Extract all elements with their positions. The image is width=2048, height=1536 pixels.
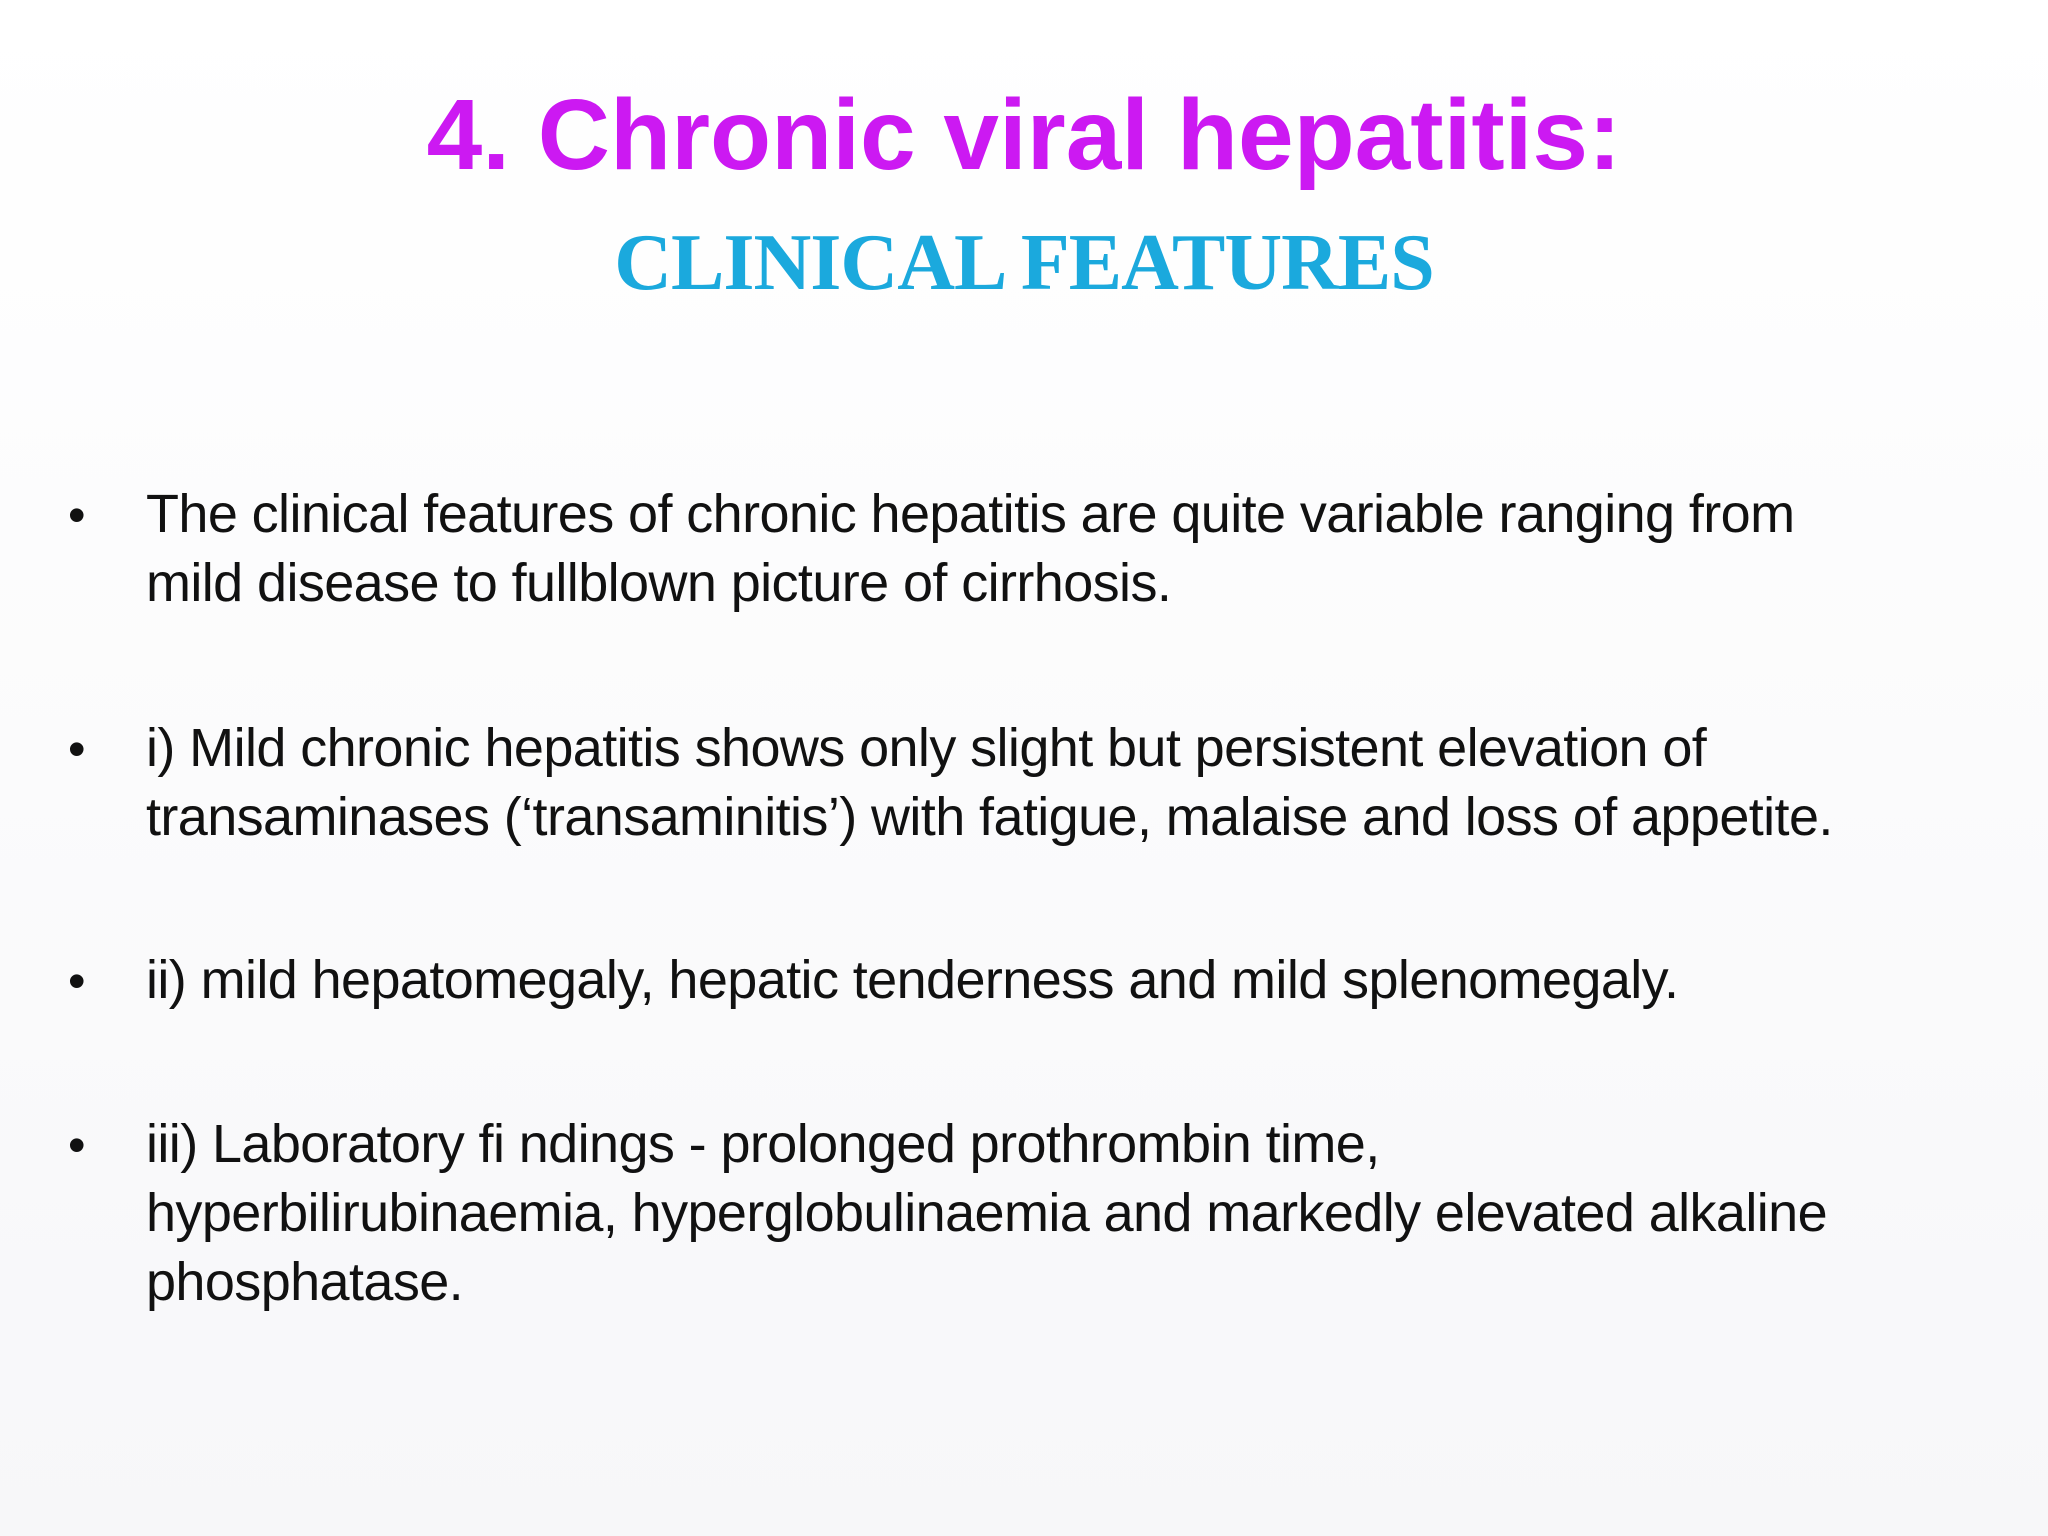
bullet-icon: • (68, 721, 86, 777)
bullet-icon: • (68, 1117, 86, 1173)
bullet-line: ii) mild hepatomegaly, hepatic tenderness and mild splenomegaly. (146, 950, 1679, 1010)
bullet-text (146, 480, 2026, 618)
bullet-line: transaminases (‘transaminitis’) with fatigue, malaise and loss of appetite. (146, 787, 1833, 847)
bullet-line: mild disease to fullblown picture of cirrhosis. (146, 553, 1172, 613)
bullet-text (146, 1110, 2026, 1317)
bullet-icon: • (68, 487, 86, 543)
bullet-line: The clinical features of chronic hepatitis are quite variable ranging from (146, 484, 1795, 544)
bullet-icon: • (68, 953, 86, 1009)
slide-title: 4. Chronic viral hepatitis: (426, 79, 1622, 191)
bullet-line: i) Mild chronic hepatitis shows only slight but persistent elevation of (146, 718, 1707, 778)
bullet-text (146, 946, 2026, 1015)
bullet-text (146, 714, 2026, 852)
bullet-line: phosphatase. (146, 1252, 464, 1312)
bullet-line: hyperbilirubinaemia, hyperglobulinaemia and markedly elevated alkaline (146, 1183, 1828, 1243)
bullet-line: iii) Laboratory fi ndings - prolonged prothrombin time, (146, 1114, 1380, 1174)
slide-subtitle: CLINICAL FEATURES (614, 219, 1434, 307)
